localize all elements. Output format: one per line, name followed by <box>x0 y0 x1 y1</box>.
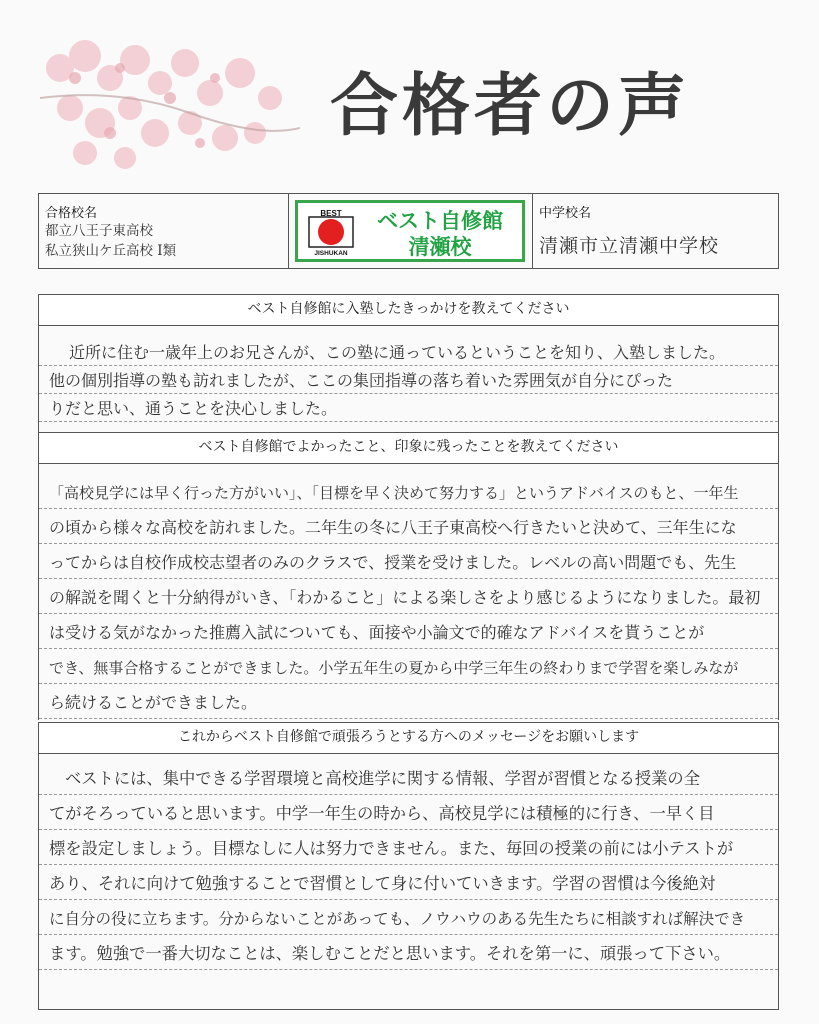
answer-line: ます。勉強で一番大切なことは、楽しむことだと思います。それを第一に、頑張って下さい。 <box>39 935 778 970</box>
page-title: 合格者の声 <box>330 67 691 146</box>
svg-text:JISHUKAN: JISHUKAN <box>314 250 348 256</box>
school-badge <box>295 200 525 262</box>
info-row <box>38 193 779 269</box>
junior-high-cell <box>533 194 778 268</box>
answer-line: りだと思い、通うことを決心しました。 <box>39 394 778 422</box>
junior-high-label: 中学校名 <box>539 206 592 221</box>
answer-line: 近所に住む一歳年上のお兄さんが、この塾に通っているということを知り、入塾しました。 <box>39 338 778 366</box>
school-passed-2: 私立狭山ケ丘高校 Ⅰ類 <box>45 243 177 259</box>
school-badge-cell <box>289 194 533 268</box>
school-passed-1: 都立八王子東高校 <box>45 223 153 239</box>
answer-line: てがそろっていると思います。中学一年生の時から、高校見学には積極的に行き、一早く目 <box>39 795 778 830</box>
school-name-line1: ベスト自修館 <box>377 209 503 233</box>
answer-line: ら続けることができました。 <box>39 684 778 719</box>
answer-line: 他の個別指導の塾も訪れましたが、ここの集団指導の落ち着いた雰囲気が自分にぴった <box>39 366 778 394</box>
answer-line: の解説を聞くと十分納得がいき、「わかること」による楽しさをより感じるようになりました。最初 <box>39 579 778 614</box>
answer-line: 標を設定しましょう。目標なしに人は努力できません。また、毎回の授業の前には小テストが <box>39 830 778 865</box>
answer-1 <box>38 326 779 432</box>
answer-line: 「高校見学には早く行った方がいい」、「目標を早く決めて努力する」というアドバイスのもと、一年生 <box>39 474 778 509</box>
answer-line: に自分の役に立ちます。分からないことがあっても、ノウハウのある先生たちに相談すれば解決でき <box>39 900 778 935</box>
answer-line: でき、無事合格することができました。小学五年生の夏から中学三年生の終わりまで学習を楽しみなが <box>39 649 778 684</box>
answer-line: ってからは自校作成校志望者のみのクラスで、授業を受けました。レベルの高い問題でも、先生 <box>39 544 778 579</box>
question-3-header: これからベスト自修館で頑張ろうとする方へのメッセージをお願いします <box>38 722 779 754</box>
answer-line: は受ける気がなかった推薦入試についても、面接や小論文で的確なアドバイスを貰うことが <box>39 614 778 649</box>
question-1-header: ベスト自修館に入塾したきっかけを教えてください <box>38 294 779 326</box>
answer-3 <box>38 754 779 1010</box>
question-2-header: ベスト自修館でよかったこと、印象に残ったことを教えてください <box>38 432 779 464</box>
school-name <box>362 208 518 260</box>
answer-line: の頃から様々な高校を訪れました。二年生の冬に八王子東高校へ行きたいと決めて、三年生にな <box>39 509 778 544</box>
school-name-line2: 清瀬校 <box>408 235 472 259</box>
svg-text:BEST: BEST <box>320 209 342 218</box>
answer-2 <box>38 464 779 720</box>
school-passed-cell <box>39 194 289 268</box>
cherry-blossom-decoration <box>40 38 300 173</box>
answer-line: ベストには、集中できる学習環境と高校進学に関する情報、学習が習慣となる授業の全 <box>39 760 778 795</box>
answer-line: あり、それに向けて勉強することで習慣として身に付いていきます。学習の習慣は今後絶対 <box>39 865 778 900</box>
junior-high-name: 清瀬市立清瀬中学校 <box>539 235 720 257</box>
best-jishukan-logo <box>308 208 354 256</box>
school-passed-label: 合格校名 <box>45 206 98 221</box>
answer-line <box>39 970 778 1005</box>
